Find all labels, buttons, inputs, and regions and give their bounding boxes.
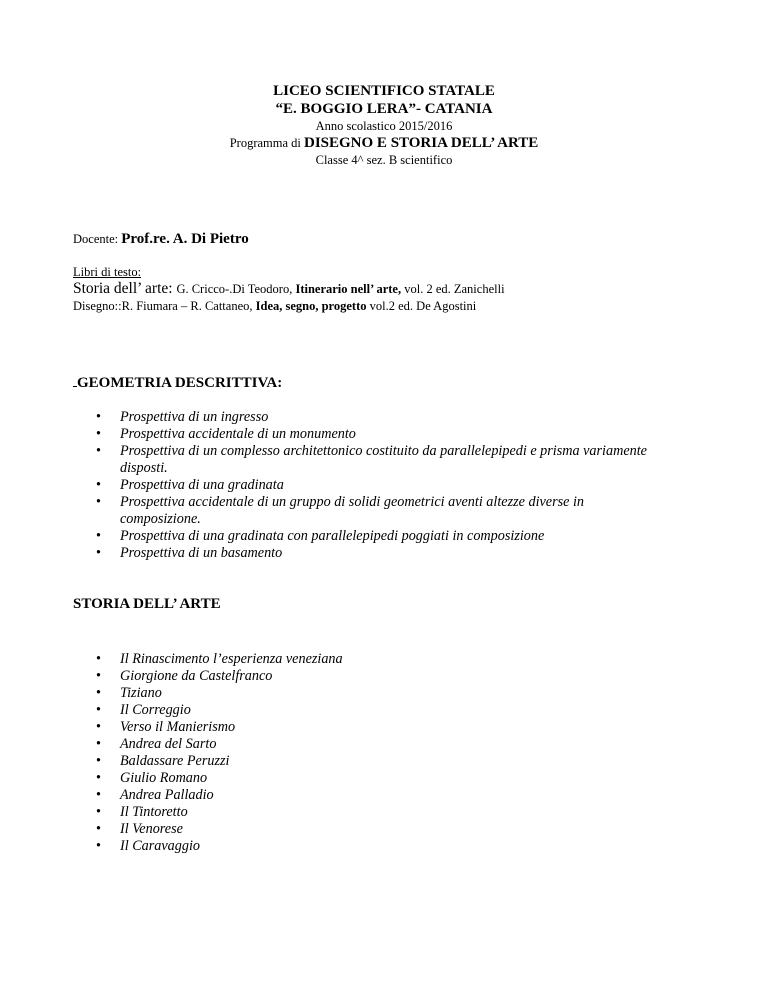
list-item-text: Prospettiva accidentale di un monumento bbox=[120, 426, 356, 442]
program-subject: DISEGNO E STORIA DELL’ ARTE bbox=[304, 135, 539, 151]
list-item-text: Il Caravaggio bbox=[120, 838, 200, 854]
list-item bbox=[96, 770, 596, 787]
drawing-book-label: Disegno::R. Fiumara – R. Cattaneo, bbox=[73, 299, 256, 313]
list-item bbox=[96, 668, 596, 685]
document-header bbox=[0, 83, 768, 168]
list-item bbox=[96, 838, 596, 855]
history-book-authors: G. Cricco-.Di Teodoro, bbox=[176, 282, 296, 296]
list-item-text: Prospettiva di una gradinata con parallelepipedi poggiati in composizione bbox=[120, 528, 545, 544]
list-item-text: Andrea del Sarto bbox=[120, 736, 217, 752]
bullet-icon: • bbox=[96, 685, 101, 701]
list-item-text: Giulio Romano bbox=[120, 770, 208, 786]
program-line bbox=[0, 134, 768, 152]
geometria-list bbox=[96, 409, 656, 562]
list-item-text: Giorgione da Castelfranco bbox=[120, 668, 273, 684]
bullet-icon: • bbox=[96, 426, 101, 442]
bullet-icon: • bbox=[96, 668, 101, 684]
class-line: Classe 4^ sez. B scientifico bbox=[315, 153, 453, 167]
bullet-icon: • bbox=[96, 821, 101, 837]
list-item bbox=[96, 736, 596, 753]
bullet-icon: • bbox=[96, 719, 101, 735]
bullet-icon: • bbox=[96, 838, 101, 854]
section-title-geometria bbox=[73, 373, 282, 392]
bullet-icon: • bbox=[96, 409, 101, 425]
storia-list bbox=[96, 651, 596, 855]
list-item bbox=[96, 443, 656, 477]
list-item-text: Prospettiva di una gradinata bbox=[120, 477, 284, 493]
list-item bbox=[96, 426, 656, 443]
geometria-title-text: GEOMETRIA DESCRITTIVA: bbox=[77, 375, 283, 391]
list-item-text: Prospettiva di un complesso architettonico costituito da parallelepipedi e prisma variamente disposti. bbox=[120, 443, 647, 476]
list-item-text: Prospettiva di un basamento bbox=[120, 545, 283, 561]
program-prefix: Programma di bbox=[229, 136, 304, 150]
drawing-book-rest: vol.2 ed. De Agostini bbox=[366, 299, 477, 313]
list-item-text: Il Correggio bbox=[120, 702, 191, 718]
list-item bbox=[96, 702, 596, 719]
list-item-text: Verso il Manierismo bbox=[120, 719, 236, 735]
history-book-title: Itinerario nell’ arte, bbox=[295, 282, 402, 296]
list-item-text: Il Tintoretto bbox=[120, 804, 188, 820]
school-city: “E. BOGGIO LERA”- CATANIA bbox=[275, 101, 493, 117]
list-item bbox=[96, 804, 596, 821]
textbooks-title: Libri di testo: bbox=[73, 265, 142, 279]
history-book-line bbox=[73, 280, 505, 298]
teacher-line bbox=[73, 231, 249, 248]
list-item bbox=[96, 477, 656, 494]
list-item-text: Il Venorese bbox=[120, 821, 183, 837]
bullet-icon: • bbox=[96, 787, 101, 803]
list-item-text: Tiziano bbox=[120, 685, 162, 701]
section-title-storia: STORIA DELL’ ARTE bbox=[73, 596, 221, 612]
bullet-icon: • bbox=[96, 753, 101, 769]
list-item-text: Prospettiva di un ingresso bbox=[120, 409, 269, 425]
teacher-label: Docente: bbox=[73, 232, 122, 246]
bullet-icon: • bbox=[96, 702, 101, 718]
list-item-text: Baldassare Peruzzi bbox=[120, 753, 230, 769]
list-item-text: Andrea Palladio bbox=[120, 787, 214, 803]
bullet-icon: • bbox=[96, 736, 101, 752]
bullet-icon: • bbox=[96, 545, 101, 561]
list-item-text: Prospettiva accidentale di un gruppo di solidi geometrici aventi altezze diverse in composizione. bbox=[120, 494, 585, 527]
school-name: LICEO SCIENTIFICO STATALE bbox=[273, 83, 495, 99]
bullet-icon: • bbox=[96, 477, 101, 493]
list-item bbox=[96, 821, 596, 838]
bullet-icon: • bbox=[96, 528, 101, 544]
drawing-book-title: Idea, segno, progetto bbox=[255, 299, 367, 313]
history-book-label: Storia dell’ arte: bbox=[73, 280, 177, 297]
list-item bbox=[96, 409, 656, 426]
bullet-icon: • bbox=[96, 494, 101, 510]
bullet-icon: • bbox=[96, 443, 101, 459]
list-item bbox=[96, 494, 656, 528]
bullet-icon: • bbox=[96, 804, 101, 820]
textbooks-block bbox=[73, 264, 505, 315]
teacher-name: Prof.re. A. Di Pietro bbox=[121, 231, 249, 247]
list-item bbox=[96, 545, 656, 562]
school-year: Anno scolastico 2015/2016 bbox=[315, 119, 453, 133]
bullet-icon: • bbox=[96, 770, 101, 786]
history-book-rest: vol. 2 ed. Zanichelli bbox=[401, 282, 505, 296]
list-item bbox=[96, 651, 596, 668]
list-item bbox=[96, 528, 656, 545]
bullet-icon: • bbox=[96, 651, 101, 667]
list-item bbox=[96, 685, 596, 702]
drawing-book-line bbox=[73, 298, 505, 315]
list-item bbox=[96, 753, 596, 770]
list-item bbox=[96, 719, 596, 736]
list-item bbox=[96, 787, 596, 804]
list-item-text: Il Rinascimento l’esperienza veneziana bbox=[120, 651, 343, 667]
